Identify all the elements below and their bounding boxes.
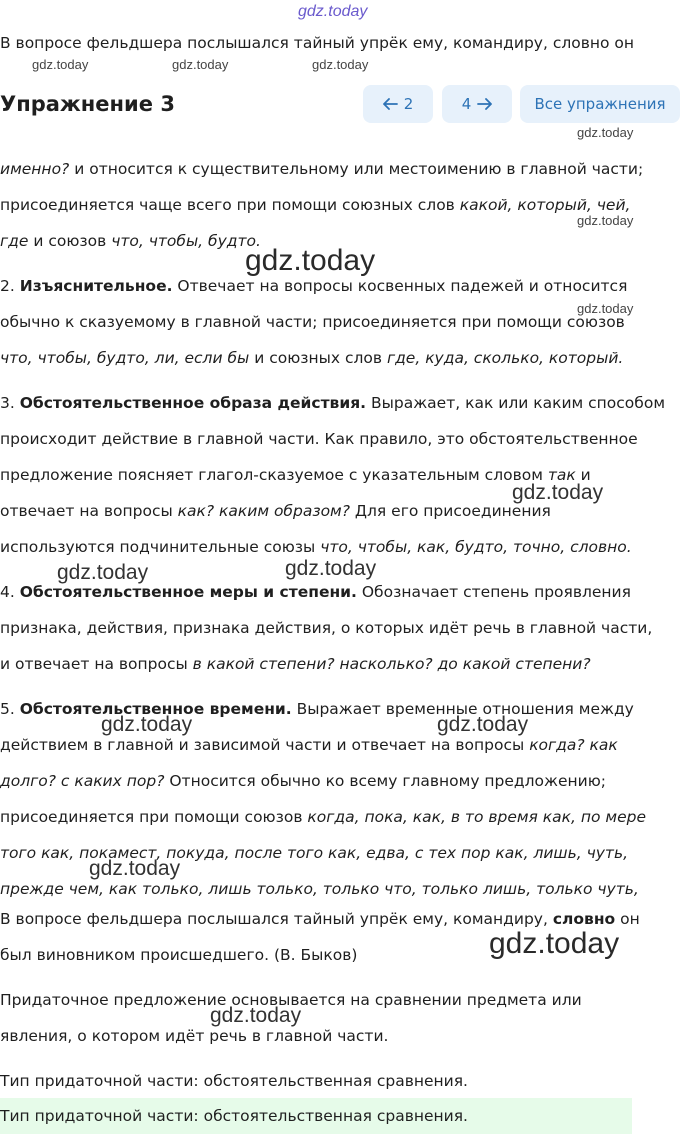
page-title: Упражнение 3 [0,92,175,116]
text-line: отвечает на вопросы как? каким образом? Для его присоединения [0,502,551,520]
text-line: 2. Изъяснительное. Отвечает на вопросы косвенных падежей и относится [0,277,628,295]
watermark: gdz.today [577,301,634,316]
watermark: gdz.today [577,125,634,140]
text-line: 5. Обстоятельственное времени. Выражает временные отношения между [0,700,634,718]
intro-line: В вопросе фельдшера послышался тайный упрёк ему, командиру, словно он [0,34,635,52]
text-line: долго? с каких пор? Относится обычно ко всему главному предложению; [0,772,607,790]
text-line: используются подчинительные союзы что, чтобы, как, будто, точно, словно. [0,538,632,556]
text-line: 3. Обстоятельственное образа действия. Выражает, как или каким способом [0,394,666,412]
text-line: того как, покамест, покуда, после того как, едва, с тех пор как, лишь, чуть, [0,844,629,862]
arrow-left-icon [383,98,398,110]
text-line: 4. Обстоятельственное меры и степени. Обозначает степень проявления [0,583,631,601]
watermark: gdz.today [577,213,634,228]
text-line: действием в главной и зависимой части и отвечает на вопросы когда? как [0,736,618,754]
text-line: где и союзов что, чтобы, будто. [0,232,261,250]
watermark: gdz.today [437,713,529,736]
watermark: gdz.today [101,713,193,736]
text-line: присоединяется чаще всего при помощи союзных слов какой, который, чей, [0,196,631,214]
next-exercise-label: 4 [461,95,472,113]
watermark: gdz.today [172,57,229,72]
text-line: и отвечает на вопросы в какой степени? насколько? до какой степени? [0,655,591,673]
text-line: обычно к сказуемому в главной части; присоединяется при помощи союзов [0,313,625,331]
arrow-right-icon [477,98,492,110]
watermark: gdz.today [298,3,368,20]
watermark: gdz.today [57,561,149,584]
text-line: Придаточное предложение основывается на сравнении предмета или [0,991,582,1009]
answer-type-line: Тип придаточной части: обстоятельственная сравнения. [0,1072,468,1090]
answer-type-highlighted: Тип придаточной части: обстоятельственная сравнения. [0,1107,468,1125]
all-exercises-button[interactable] [520,85,680,123]
text-line: явления, о котором идёт речь в главной части. [0,1027,389,1045]
next-exercise-button[interactable] [442,85,512,123]
text-line: признака, действия, признака действия, о которых идёт речь в главной части, [0,619,653,637]
example-line: В вопросе фельдшера послышался тайный упрёк ему, командиру, словно он [0,910,640,928]
prev-exercise-button[interactable] [363,85,433,123]
text-line: происходит действие в главной части. Как правило, это обстоятельственное [0,430,638,448]
watermark: gdz.today [285,557,377,580]
example-line: был виновником происшедшего. (В. Быков) [0,946,358,964]
watermark: gdz.today [210,1004,302,1027]
text-line: прежде чем, как только, лишь только, только что, только лишь, только чуть, [0,880,639,898]
watermark: gdz.today [312,57,369,72]
text-line: предложение поясняет глагол-сказуемое с указательным словом так и [0,466,591,484]
text-line: что, чтобы, будто, ли, если бы и союзных слов где, куда, сколько, который. [0,349,624,367]
watermark: gdz.today [489,927,620,960]
watermark: gdz.today [32,57,89,72]
prev-exercise-label: 2 [403,95,414,113]
watermark: gdz.today [89,857,181,880]
watermark: gdz.today [512,481,604,504]
watermark: gdz.today [245,244,376,277]
text-line: именно? и относится к существительному или местоимению в главной части; [0,160,644,178]
all-exercises-label: Все упражнения [534,95,666,113]
text-line: присоединяется при помощи союзов когда, пока, как, в то время как, по мере [0,808,647,826]
